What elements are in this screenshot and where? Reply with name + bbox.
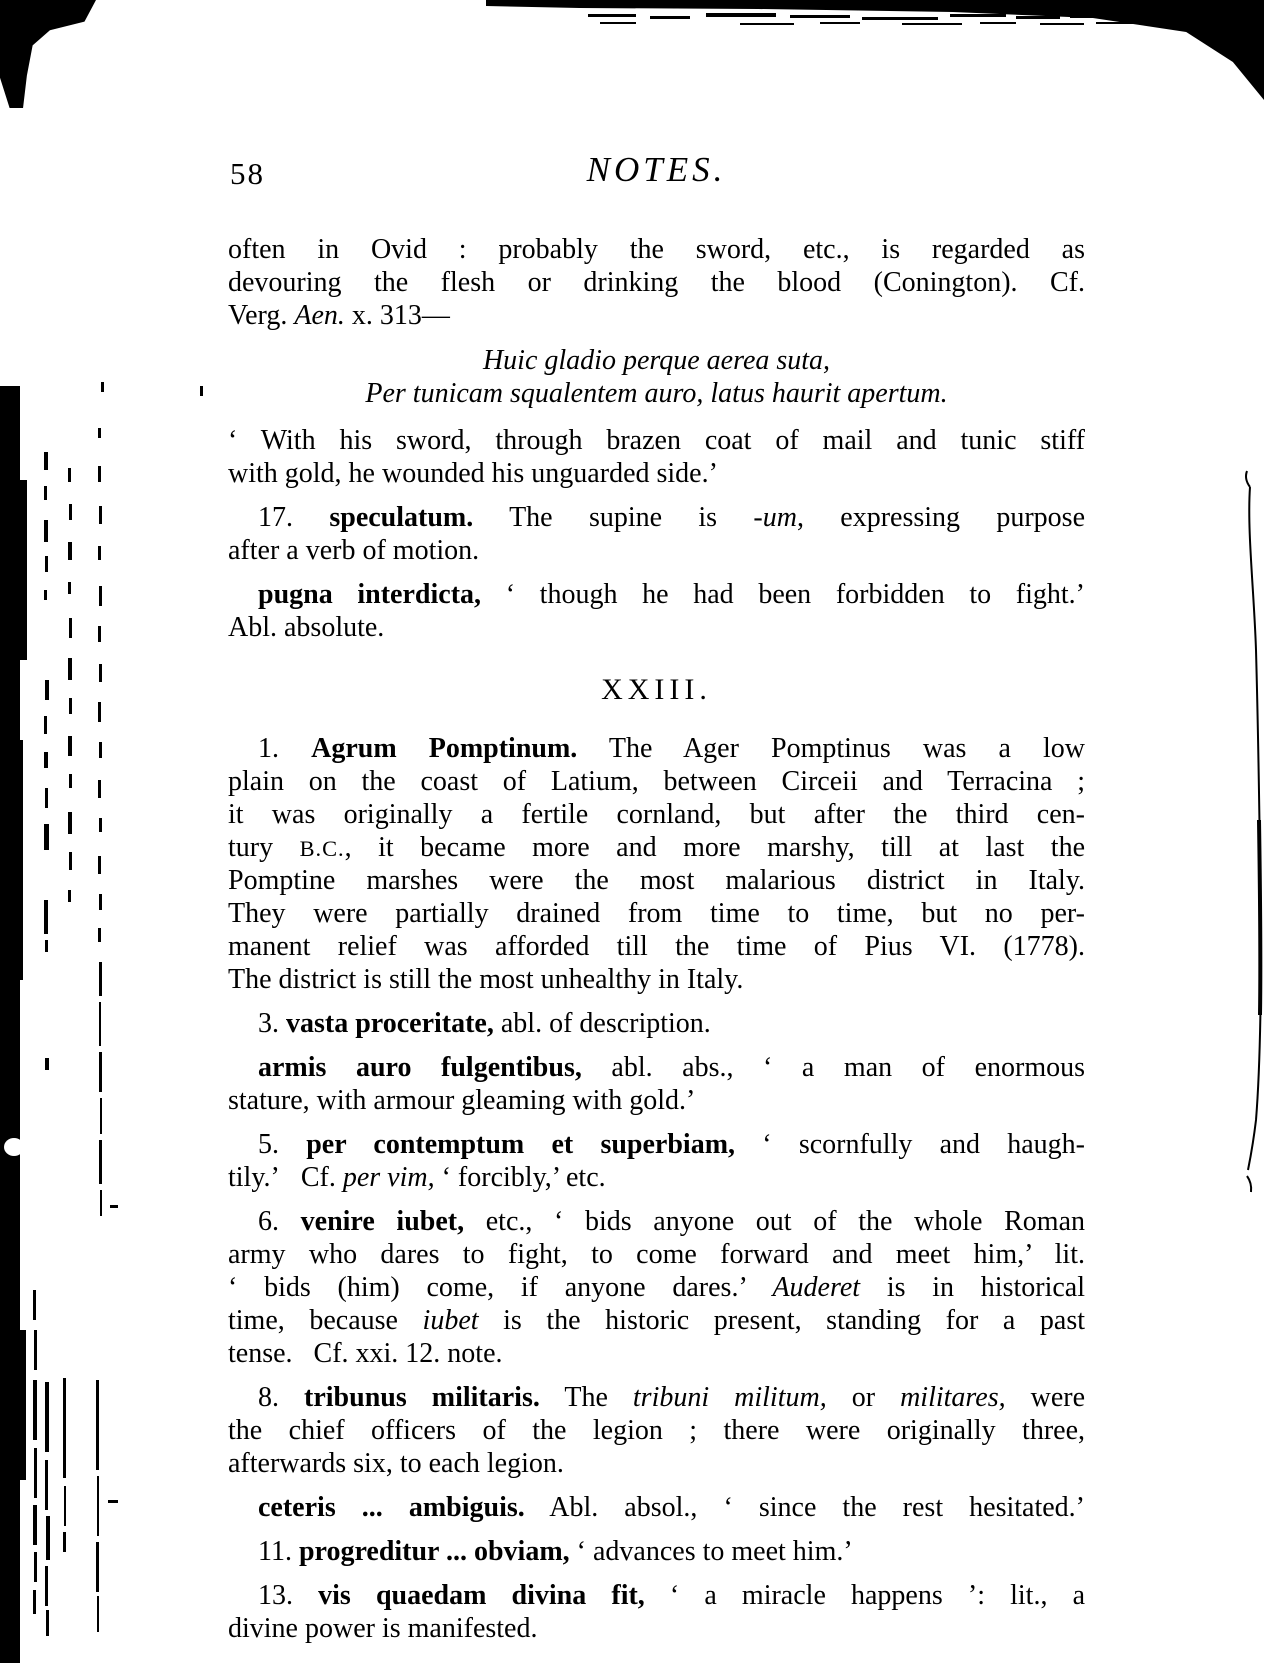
scan-speck: [98, 466, 101, 482]
scan-speck: [45, 788, 48, 808]
scan-speck: [706, 13, 776, 17]
text-line: [228, 534, 1085, 567]
text-run: tribunus militaris.: [304, 1382, 540, 1413]
text-run: , it became more and more marshy, till at last the: [344, 832, 1086, 863]
text-run: 6.: [258, 1206, 301, 1237]
paragraph: [228, 1205, 1085, 1370]
scan-speck: [1096, 22, 1146, 24]
scan-speck: [96, 1542, 99, 1592]
text-run: is the historic present, standing for a past: [478, 1305, 1085, 1336]
scan-speck: [68, 812, 72, 834]
text-line: [228, 1447, 1085, 1480]
scan-speck: [68, 890, 71, 902]
text-line: [228, 344, 1085, 377]
scan-speck: [68, 658, 72, 680]
text-run: , expressing purpose: [796, 502, 1086, 533]
text-run: iubet: [422, 1305, 479, 1336]
text-run: army who dares to fight, to come forward and meet him,’ lit.: [228, 1239, 1085, 1270]
page-number: 58: [230, 156, 265, 191]
paragraph: [228, 1381, 1085, 1480]
scan-speck: [97, 1596, 99, 1632]
scan-speck: [68, 736, 72, 756]
text-run: etc., ‘ bids anyone out of the whole Roman: [464, 1206, 1085, 1237]
text-line: [228, 1491, 1085, 1524]
scan-speck: [99, 664, 102, 682]
scan-speck: [1016, 16, 1060, 19]
text-body: [228, 233, 1085, 1656]
text-run: were: [1005, 1382, 1086, 1413]
text-line: [228, 897, 1085, 930]
scan-speck: [950, 14, 1006, 17]
scan-speck: [68, 582, 71, 594]
text-run: tense. Cf. xxi. 12. note.: [228, 1338, 503, 1369]
text-run: 3.: [258, 1008, 286, 1039]
text-line: [228, 1205, 1085, 1238]
paragraph: [228, 1535, 1085, 1568]
text-run: ceteris ... ambiguis.: [258, 1492, 525, 1523]
text-run: Per tunicam squalentem auro, latus haurit apertum.: [365, 378, 948, 409]
scan-speck: [99, 1052, 102, 1092]
text-run: plain on the coast of Latium, between Circeii and Terracina ;: [228, 766, 1085, 797]
scan-speck: [98, 702, 101, 722]
text-run: stature, with armour gleaming with gold.’: [228, 1085, 696, 1116]
text-line: [228, 1414, 1085, 1447]
text-line: [228, 377, 1085, 410]
text-line: [228, 233, 1085, 266]
text-run: ‘ bids (him) come, if anyone dares.’: [228, 1272, 773, 1303]
text-run: Verg.: [228, 300, 295, 331]
scan-speck: [99, 586, 102, 606]
text-run: vis quaedam divina fit,: [318, 1580, 645, 1611]
text-run: ‘ though he had been forbidden to fight.’: [481, 579, 1086, 610]
section-heading: XXIII.: [601, 673, 712, 706]
text-run: is in historical: [860, 1272, 1085, 1303]
text-run: ‘ scornfully and haugh-: [735, 1129, 1085, 1160]
text-run: often in Ovid : probably the sword, etc., is regarded as: [228, 234, 1085, 265]
scan-line-artifact: [1238, 470, 1264, 1210]
text-run: tily.’ Cf.: [228, 1162, 343, 1193]
paragraph: [228, 1579, 1085, 1645]
scan-speck: [69, 618, 72, 638]
scan-speck: [45, 1460, 48, 1510]
text-run: The district is still the most unhealthy in Italy.: [228, 964, 744, 995]
text-run: ‘ forcibly,’ etc.: [434, 1162, 606, 1193]
scan-speck: [1140, 20, 1180, 23]
text-run: or: [826, 1382, 901, 1413]
text-run: it was originally a fertile cornland, but after the third cen-: [228, 799, 1085, 830]
text-run: pugna interdicta,: [258, 579, 482, 610]
scan-speck: [99, 818, 102, 832]
text-run: The Ager Pomptinus was a low: [577, 733, 1086, 764]
paragraph: [228, 578, 1085, 644]
text-run: per vim,: [342, 1162, 435, 1193]
scan-speck: [69, 852, 72, 870]
verse-quotation: [228, 344, 1085, 410]
scan-speck: [46, 1516, 50, 1560]
paragraph: [228, 1051, 1085, 1117]
scan-speck: [99, 1002, 101, 1046]
text-run: -um: [753, 502, 797, 533]
text-line: [228, 1238, 1085, 1271]
text-line: [228, 1051, 1085, 1084]
text-line: [228, 424, 1085, 457]
paragraph: [228, 501, 1085, 567]
scan-speck: [45, 1566, 48, 1606]
scan-speck: [902, 23, 962, 25]
scan-speck: [34, 1330, 37, 1370]
scan-speck: [63, 1378, 66, 1478]
scan-speck: [99, 506, 102, 524]
text-run: militares,: [900, 1382, 1006, 1413]
text-line: [228, 1612, 1085, 1645]
text-run: Huic gladio perque aerea suta,: [482, 345, 831, 376]
scan-speck: [44, 520, 48, 542]
text-run: tury: [228, 832, 300, 863]
text-line: [228, 1128, 1085, 1161]
text-run: time, because: [228, 1305, 423, 1336]
text-run: 13.: [258, 1580, 319, 1611]
text-run: Abl. absol., ‘ since the rest hesitated.’: [524, 1492, 1086, 1523]
text-run: ‘ advances to meet him.’: [569, 1536, 853, 1567]
scan-speck: [45, 1058, 49, 1070]
scan-speck: [99, 1140, 102, 1184]
text-run: venire iubet,: [300, 1206, 465, 1237]
text-run: after a verb of motion.: [228, 535, 480, 566]
scan-speck: [650, 16, 690, 19]
text-run: 1.: [258, 733, 312, 764]
text-run: abl. of description.: [493, 1008, 711, 1039]
scan-speck: [45, 940, 48, 952]
text-line: [228, 457, 1085, 490]
scan-speck: [790, 15, 850, 18]
scan-speck: [98, 780, 101, 798]
text-line: [228, 1579, 1085, 1612]
scan-speck: [96, 1380, 99, 1470]
paragraph: [228, 1491, 1085, 1524]
scan-speck: [44, 590, 47, 600]
text-run: x. 313—: [344, 300, 450, 331]
scan-speck: [588, 14, 636, 17]
text-run: progreditur ... obviam,: [298, 1536, 570, 1567]
text-run: vasta proceritate,: [286, 1008, 494, 1039]
scan-speck: [1040, 23, 1084, 25]
text-line: [228, 1535, 1085, 1568]
scan-speck: [44, 716, 47, 734]
scan-speck: [45, 1382, 49, 1452]
text-run: ‘ a miracle happens ’: lit., a: [644, 1580, 1086, 1611]
scan-speck: [98, 626, 101, 642]
text-run: ‘ With his sword, through brazen coat of mail and tunic stiff: [228, 425, 1085, 456]
text-run: Abl. absolute.: [228, 612, 385, 643]
scan-speck: [100, 1190, 102, 1216]
text-line: [228, 1084, 1085, 1117]
page-header: [228, 150, 1085, 198]
page-title: NOTES.: [586, 150, 727, 189]
text-run: The supine is: [473, 502, 754, 533]
scan-speck: [68, 542, 72, 560]
scan-speck: [34, 1448, 37, 1498]
text-line: [228, 864, 1085, 897]
text-run: tribuni militum,: [632, 1382, 827, 1413]
scan-speck: [600, 22, 636, 24]
scan-speck: [44, 452, 48, 470]
scan-speck: [33, 1290, 36, 1320]
scan-speck: [44, 752, 48, 768]
text-run: The: [539, 1382, 633, 1413]
scan-speck: [740, 23, 794, 25]
paragraph: [228, 732, 1085, 996]
text-line: [228, 1337, 1085, 1370]
scan-speck: [68, 468, 71, 482]
text-run: the chief officers of the legion ; there were originally three,: [228, 1415, 1085, 1446]
scan-speck: [69, 774, 72, 788]
text-line: [228, 798, 1085, 831]
text-run: Agrum Pomptinum.: [311, 733, 578, 764]
scan-speck: [98, 928, 101, 942]
scan-speck: [33, 1590, 36, 1614]
scan-speck: [69, 698, 72, 714]
text-run: 5.: [258, 1129, 307, 1160]
scan-speck: [100, 1098, 102, 1134]
scan-speck: [44, 486, 47, 500]
text-line: [228, 1007, 1085, 1040]
scan-speck: [98, 428, 101, 438]
scan-speck: [98, 856, 101, 874]
text-run: per contemptum et superbiam,: [306, 1129, 736, 1160]
paragraph: [228, 1007, 1085, 1040]
text-line: [228, 611, 1085, 644]
text-line: [228, 501, 1085, 534]
text-run: Aen.: [294, 300, 345, 331]
scan-speck: [200, 386, 203, 396]
scan-speck: [33, 1505, 37, 1545]
text-run: speculatum.: [329, 502, 474, 533]
scan-speck: [34, 1552, 37, 1582]
scan-speck: [101, 382, 104, 392]
scan-speck: [63, 1532, 66, 1552]
text-run: 17.: [258, 502, 330, 533]
text-run: B.C.: [299, 836, 345, 861]
text-run: 11.: [258, 1536, 299, 1567]
scan-speck: [99, 962, 102, 996]
scan-speck: [69, 504, 72, 520]
text-run: divine power is manifested.: [228, 1613, 538, 1644]
text-run: abl. abs., ‘ a man of enormous: [581, 1052, 1085, 1083]
text-run: with gold, he wounded his unguarded side.’: [228, 458, 718, 489]
text-run: armis auro fulgentibus,: [258, 1052, 582, 1083]
text-line: [228, 1161, 1085, 1194]
text-line: [228, 1304, 1085, 1337]
scan-speck: [820, 22, 860, 24]
text-line: [228, 963, 1085, 996]
scan-speck: [33, 1380, 37, 1440]
text-line: [228, 299, 1085, 332]
text-run: manent relief was afforded till the time of Pius VI. (1778).: [228, 931, 1085, 962]
paragraph: [228, 233, 1085, 332]
text-line: [228, 765, 1085, 798]
scan-speck: [44, 900, 48, 934]
text-line: [228, 1271, 1085, 1304]
text-line: [228, 1381, 1085, 1414]
text-run: devouring the flesh or drinking the blood (Conington). Cf.: [228, 267, 1085, 298]
text-run: Pomptine marshes were the most malarious district in Italy.: [228, 865, 1085, 896]
scan-speck: [64, 1486, 66, 1526]
scan-speck: [45, 556, 48, 572]
scan-speck: [110, 1205, 118, 1208]
scan-speck: [44, 824, 49, 850]
text-line: [228, 266, 1085, 299]
text-run: Auderet: [772, 1272, 861, 1303]
scan-speck: [98, 546, 101, 560]
scan-speck: [980, 22, 1016, 24]
scan-speck: [862, 17, 938, 20]
paragraph: [228, 424, 1085, 490]
text-line: [228, 578, 1085, 611]
scan-speck: [99, 742, 102, 758]
paragraph: [228, 1128, 1085, 1194]
text-run: 8.: [258, 1382, 305, 1413]
scan-speck: [1070, 14, 1128, 18]
text-line: [228, 930, 1085, 963]
scan-speck: [45, 680, 49, 700]
scan-speck: [97, 1476, 99, 1536]
scan-speck: [108, 1500, 118, 1503]
scan-speck: [46, 1610, 49, 1636]
text-run: afterwards six, to each legion.: [228, 1448, 564, 1479]
text-line: [228, 831, 1085, 864]
text-line: [228, 732, 1085, 765]
scan-speck: [99, 894, 102, 910]
text-run: They were partially drained from time to time, but no per-: [228, 898, 1085, 929]
